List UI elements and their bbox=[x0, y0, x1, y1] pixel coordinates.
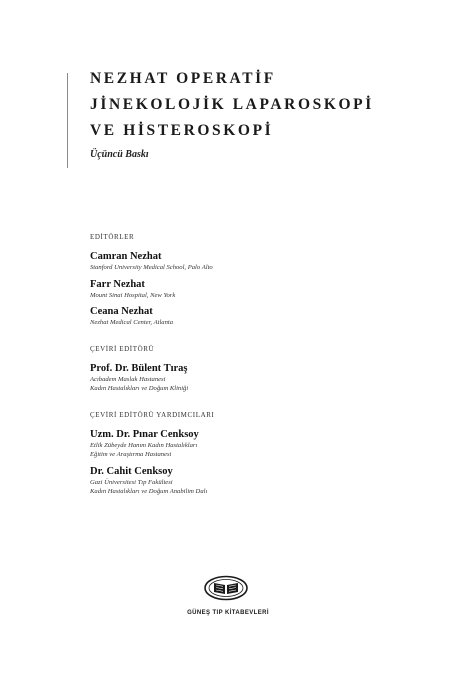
assistant-editor-affiliation: Eğitim ve Araştırma Hastanesi bbox=[90, 451, 172, 458]
credits bbox=[90, 233, 430, 497]
editors-label: EDİTÖRLER bbox=[90, 233, 135, 241]
translation-editor-label: ÇEVİRİ EDİTÖRÜ bbox=[90, 344, 155, 353]
publisher-name: GÜNEŞ TIP KİTABEVLERİ bbox=[187, 610, 269, 616]
editor-name: Ceana Nezhat bbox=[90, 306, 153, 317]
editor-name: Farr Nezhat bbox=[90, 278, 145, 290]
translation-editor-affiliation: Acıbadem Maslak Hastanesi bbox=[90, 375, 166, 383]
assistant-editor-name: Dr. Cahit Cenksoy bbox=[90, 465, 173, 477]
book-title bbox=[90, 66, 374, 144]
editor-name: Camran Nezhat bbox=[90, 251, 162, 262]
title-line-1: NEZHAT OPERATİF bbox=[90, 70, 276, 87]
edition-label: Üçüncü Baskı bbox=[90, 149, 149, 160]
translation-editor-affiliation: Kadın Hastalıkları ve Doğum Kliniği bbox=[90, 385, 189, 392]
assistant-editor-name: Uzm. Dr. Pınar Cenksoy bbox=[90, 428, 199, 440]
assistant-editor-affiliation: Etlik Zübeyde Hanım Kadın Hastalıkları bbox=[90, 441, 198, 449]
assistant-editors-label: ÇEVİRİ EDİTÖRÜ YARDIMCILARI bbox=[90, 410, 215, 419]
assistant-editor-affiliation: Gazi Üniversitesi Tıp Fakültesi bbox=[90, 478, 173, 486]
title-line-3: VE HİSTEROSKOPİ bbox=[90, 122, 274, 139]
editor-affiliation: Nezhat Medical Center, Atlanta bbox=[90, 319, 174, 326]
editor-affiliation: Mount Sinai Hospital, New York bbox=[90, 291, 176, 299]
title-line-2: JİNEKOLOJİK LAPAROSKOPİ bbox=[90, 96, 374, 113]
translation-editor-name: Prof. Dr. Bülent Tıraş bbox=[90, 362, 188, 374]
book-emblem-icon bbox=[203, 575, 249, 601]
title-vertical-rule bbox=[67, 73, 68, 168]
assistant-editor-affiliation: Kadın Hastalıkları ve Doğum Anabilim Dalı bbox=[90, 488, 208, 495]
editor-affiliation: Stanford University Medical School, Palo Alto bbox=[90, 264, 213, 271]
